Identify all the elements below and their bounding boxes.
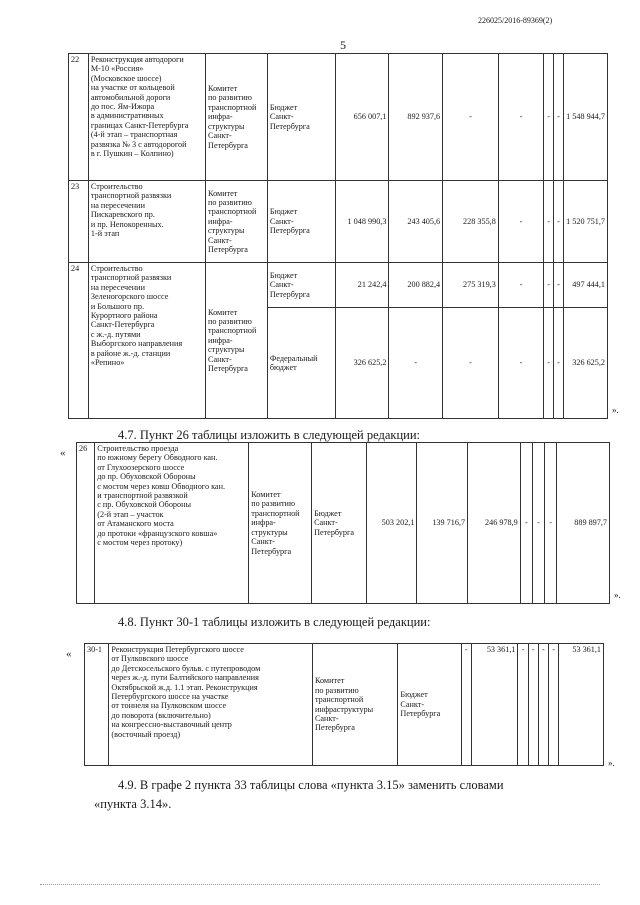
paragraph-4-7: 4.7. Пункт 26 таблицы изложить в следующей редакции: (118, 428, 421, 442)
value-cell: 326 625,2 (335, 308, 389, 419)
table-row (69, 181, 608, 263)
value-cell: - (538, 644, 548, 766)
program-table-row-30-1 (84, 643, 604, 766)
value-cell: 656 007,1 (335, 54, 389, 181)
value-cell: 21 242,4 (335, 263, 389, 308)
funding-source: Бюджет Санкт- Петербурга (267, 181, 335, 263)
total-cell: 1 520 751,7 (564, 181, 608, 263)
value-cell: - (544, 308, 554, 419)
program-table-row-26 (76, 442, 610, 604)
funding-source: Бюджет Санкт- Петербурга (312, 443, 367, 604)
object-name: Строительство проезда по южному берегу Обводного кан. от Глухоозерского шоссе до пр. Обуховской Обороны с мостом через ковш Обводного кан. и транспортной развязкой с пр. Обуховской Обороны (2-й этап – участок от Атаманского моста до протоки «французского ковша» с мостом через протоку) (95, 443, 249, 604)
document-number: 226025/2016-89369(2) (478, 16, 553, 25)
object-name: Строительство транспортной развязки на пересечении Зеленогорского шоссе и Большого пр. Курортного района Санкт-Петербурга с ж.-д. путями Выборгского направления в районе ж.-д. станции «Репино» (88, 263, 205, 419)
value-cell: - (532, 443, 544, 604)
total-cell: 326 625,2 (564, 308, 608, 419)
object-name: Реконструкция Петербургского шоссе от Пулковского шоссе до Детскосельского бульв. с путепроводом через ж.-д. пути Балтийского направления Октябрьской ж.д. 1.1 этап. Реконструкция Петербургского шоссе на участке от тоннеля на Пулковском шоссе до поворота (включительно) на конгрессно-выставочный центр (восточный проезд) (109, 644, 313, 766)
value-cell: - (461, 644, 471, 766)
value-cell: 200 882,4 (389, 263, 443, 308)
bottom-divider (40, 884, 600, 885)
value-cell: 246 978,9 (468, 443, 521, 604)
table-end-mark: ». (612, 405, 619, 415)
value-cell: - (443, 54, 499, 181)
row-number: 22 (69, 54, 89, 181)
funding-source: Бюджет Санкт- Петербурга (267, 263, 335, 308)
responsible-agency: Комитет по развитию транспортной инфра- структуры Санкт- Петербурга (206, 263, 268, 419)
responsible-agency: Комитет по развитию транспортной инфра- структуры Санкт- Петербурга (206, 54, 268, 181)
value-cell: - (544, 181, 554, 263)
funding-source: Бюджет Санкт- Петербурга (267, 54, 335, 181)
responsible-agency: Комитет по развитию транспортной инфра- структуры Санкт- Петербурга (206, 181, 268, 263)
table-row (69, 263, 608, 308)
row-number: 30-1 (85, 644, 109, 766)
value-cell: - (544, 54, 554, 181)
value-cell: - (498, 263, 543, 308)
opening-quote: « (66, 648, 72, 660)
value-cell: - (544, 263, 554, 308)
value-cell: - (443, 308, 499, 419)
value-cell: - (520, 443, 532, 604)
total-cell: 1 548 944,7 (564, 54, 608, 181)
table-end-mark: ». (608, 758, 615, 768)
value-cell: - (554, 308, 564, 419)
table-row (85, 644, 604, 766)
value-cell: - (498, 181, 543, 263)
value-cell: 275 319,3 (443, 263, 499, 308)
table-row (69, 54, 608, 181)
funding-source: Федеральный бюджет (267, 308, 335, 419)
value-cell: 139 716,7 (417, 443, 468, 604)
value-cell: - (518, 644, 528, 766)
paragraph-4-8: 4.8. Пункт 30-1 таблицы изложить в следующей редакции: (118, 615, 431, 629)
object-name: Реконструкция автодороги М-10 «Россия» (Московское шоссе) на участке от кольцевой автомобильной дороги до пос. Ям-Ижора в административных границах Санкт-Петербурга (4-й этап – транспортная развязка № 3 с автодорогой в г. Пушкин – Колпино) (88, 54, 205, 181)
value-cell: - (498, 308, 543, 419)
value-cell: 228 355,8 (443, 181, 499, 263)
opening-quote: « (60, 447, 66, 459)
paragraph-4-9: 4.9. В графе 2 пункта 33 таблицы слова «пункта 3.15» заменить словами (118, 778, 504, 792)
total-cell: 889 897,7 (557, 443, 610, 604)
row-number: 23 (69, 181, 89, 263)
total-cell: 53 361,1 (559, 644, 604, 766)
value-cell: - (498, 54, 543, 181)
value-cell: - (528, 644, 538, 766)
value-cell: - (554, 263, 564, 308)
responsible-agency: Комитет по развитию транспортной инфра- структуры Санкт- Петербурга (249, 443, 312, 604)
value-cell: - (548, 644, 558, 766)
value-cell: 243 405,6 (389, 181, 443, 263)
row-number: 24 (69, 263, 89, 419)
value-cell: - (554, 181, 564, 263)
paragraph-4-9-continuation: «пункта 3.14». (94, 797, 172, 811)
program-table-rows-22-24 (68, 53, 608, 419)
object-name: Строительство транспортной развязки на пересечении Пискаревского пр. и пр. Непокоренных. 1-й этап (88, 181, 205, 263)
table-end-mark: ». (614, 590, 621, 600)
responsible-agency: Комитет по развитию транспортной инфраструктуры Санкт- Петербурга (312, 644, 397, 766)
page-number: 5 (340, 38, 346, 52)
value-cell: 503 202,1 (366, 443, 417, 604)
value-cell: 53 361,1 (471, 644, 518, 766)
total-cell: 497 444,1 (564, 263, 608, 308)
value-cell: - (554, 54, 564, 181)
row-number: 26 (77, 443, 95, 604)
funding-source: Бюджет Санкт- Петербурга (398, 644, 461, 766)
value-cell: - (389, 308, 443, 419)
value-cell: - (545, 443, 557, 604)
value-cell: 892 937,6 (389, 54, 443, 181)
table-row (77, 443, 610, 604)
value-cell: 1 048 990,3 (335, 181, 389, 263)
